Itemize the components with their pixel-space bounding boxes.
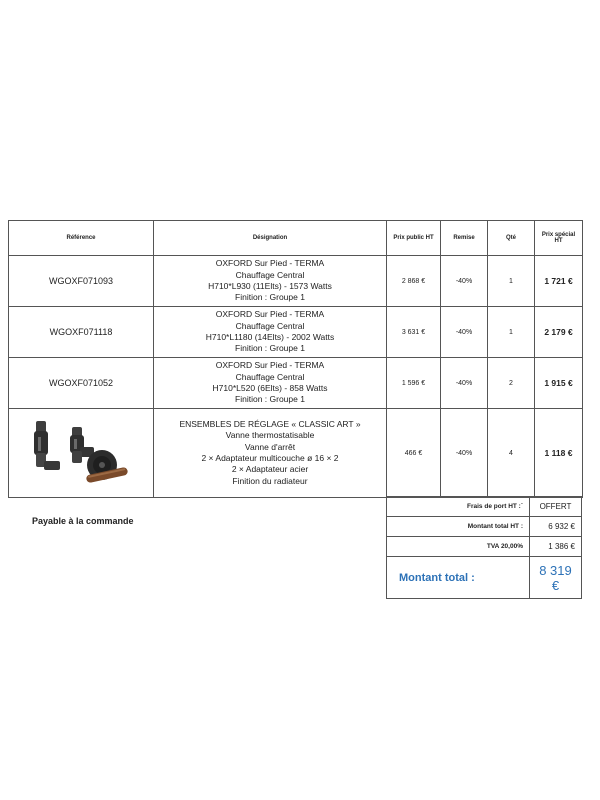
row-prix-special: 1 915 €: [535, 358, 583, 409]
table-row: [9, 256, 583, 307]
frais-value: OFFERT: [530, 497, 582, 517]
row-prix-public: 2 868 €: [387, 256, 441, 307]
designation-line: OXFORD Sur Pied - TERMA: [215, 360, 325, 371]
row-prix-public: 1 596 €: [387, 358, 441, 409]
table-row: [9, 307, 583, 358]
designation-line: Finition : Groupe 1: [235, 292, 305, 303]
grand-total-label: Montant total :: [387, 557, 530, 599]
designation-line: 2 × Adaptateur acier: [231, 464, 309, 475]
row-qte: 1: [488, 256, 535, 307]
totals-row-tva: [387, 537, 582, 557]
totals-row-grand: [387, 557, 582, 599]
designation-line: H710*L1180 (14Elts) - 2002 Watts: [205, 332, 335, 342]
row-designation: [154, 307, 387, 358]
tva-label: TVA 20,00%: [387, 537, 530, 557]
grand-total-value: 8 319 €: [530, 557, 582, 599]
row-qte: 1: [488, 307, 535, 358]
header-qte: Qté: [488, 221, 535, 256]
row-prix-special: 1 118 €: [535, 409, 583, 498]
header-prix-public: Prix public HT: [387, 221, 441, 256]
row-prix-special: 1 721 €: [535, 256, 583, 307]
row-remise: -40%: [441, 256, 488, 307]
designation-line: Finition : Groupe 1: [235, 394, 305, 405]
designation-line: Vanne d'arrêt: [244, 441, 296, 452]
table-header-row: [9, 221, 583, 256]
header-remise: Remise: [441, 221, 488, 256]
row-reference: WGOXF071052: [9, 358, 154, 409]
row-qte: 2: [488, 358, 535, 409]
header-reference: Référence: [9, 221, 154, 256]
row-remise: -40%: [441, 307, 488, 358]
designation-line: Finition : Groupe 1: [235, 343, 305, 354]
row-prix-public: 3 631 €: [387, 307, 441, 358]
designation-line: Finition du radiateur: [232, 475, 308, 486]
quote-table: [8, 220, 583, 498]
header-designation: Désignation: [154, 221, 387, 256]
designation-line: H710*L520 (6Elts) - 858 Watts: [212, 383, 328, 393]
designation-line: H710*L930 (11Elts) - 1573 Watts: [208, 281, 332, 291]
row-prix-public: 466 €: [387, 409, 441, 498]
table-row: [9, 358, 583, 409]
row-reference-image: [9, 409, 154, 498]
tva-value: 1 386 €: [530, 537, 582, 557]
row-reference: WGOXF071118: [9, 307, 154, 358]
designation-line: 2 × Adaptateur multicouche ø 16 × 2: [201, 453, 339, 463]
montant-value: 6 932 €: [530, 517, 582, 537]
designation-line: Chauffage Central: [235, 371, 305, 382]
table-row: [9, 409, 583, 498]
designation-line: ENSEMBLES DE RÉGLAGE « CLASSIC ART »: [179, 418, 361, 429]
frais-label: Frais de port HT :`: [387, 497, 530, 517]
row-qte: 4: [488, 409, 535, 498]
payment-terms: Payable à la commande: [32, 516, 134, 526]
row-remise: -40%: [441, 358, 488, 409]
designation-line: Chauffage Central: [235, 320, 305, 331]
header-prix-special: Prix spécial HT: [535, 221, 583, 256]
montant-label: Montant total HT :: [387, 517, 530, 537]
row-prix-special: 2 179 €: [535, 307, 583, 358]
totals-table: [386, 496, 582, 599]
totals-row-frais: [387, 497, 582, 517]
valve-set-photo: [24, 413, 139, 493]
row-designation: [154, 409, 387, 498]
row-reference: WGOXF071093: [9, 256, 154, 307]
totals-row-montant: [387, 517, 582, 537]
designation-line: OXFORD Sur Pied - TERMA: [215, 309, 325, 320]
row-designation: [154, 358, 387, 409]
designation-line: Vanne thermostatisable: [225, 430, 315, 441]
row-remise: -40%: [441, 409, 488, 498]
designation-line: Chauffage Central: [235, 269, 305, 280]
designation-line: OXFORD Sur Pied - TERMA: [215, 258, 325, 269]
row-designation: [154, 256, 387, 307]
